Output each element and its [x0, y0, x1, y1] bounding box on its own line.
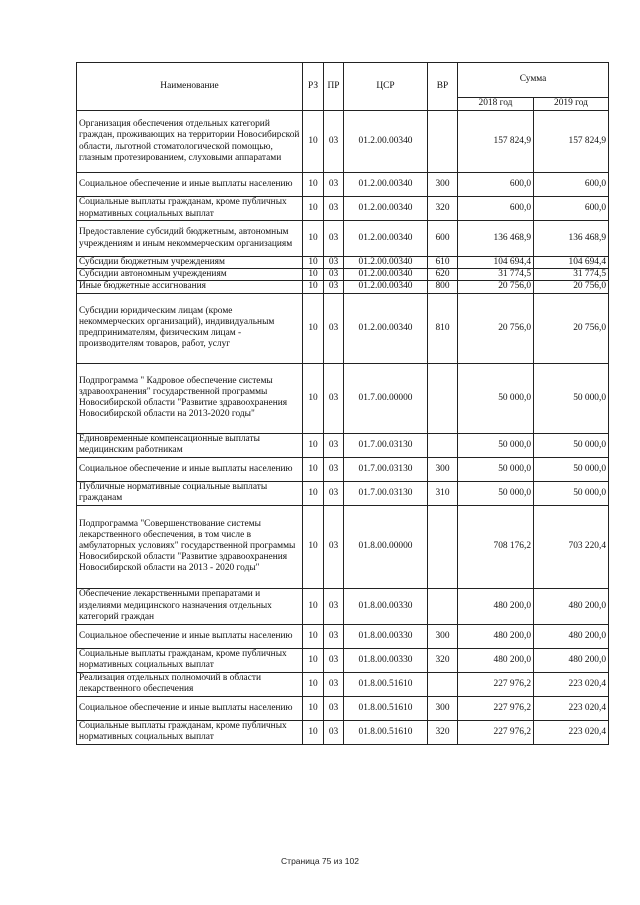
- table-row: [77, 672, 609, 696]
- page-footer: Страница 75 из 102: [281, 856, 359, 866]
- cell-sum-2018: 227 976,2: [458, 720, 534, 744]
- cell-pr: 03: [324, 648, 344, 672]
- cell-sum-2019: 480 200,0: [534, 624, 609, 648]
- table-row: [77, 481, 609, 505]
- table-row: [77, 257, 609, 269]
- cell-pr: 03: [324, 363, 344, 433]
- cell-vr: 300: [428, 457, 458, 481]
- col-header-sum: Сумма: [458, 63, 609, 98]
- col-header-2018: 2018 год: [458, 98, 534, 111]
- cell-name: Предоставление субсидий бюджетным, автономным учреждениям и иным некоммерческим организациям: [77, 221, 303, 257]
- table-row: [77, 281, 609, 293]
- cell-pr: 03: [324, 696, 344, 720]
- col-header-2019: 2019 год: [534, 98, 609, 111]
- cell-sum-2018: 20 756,0: [458, 293, 534, 363]
- table-row: [77, 720, 609, 744]
- cell-sum-2018: 104 694,4: [458, 257, 534, 269]
- cell-vr: 300: [428, 624, 458, 648]
- cell-rz: 10: [303, 111, 324, 173]
- cell-pr: 03: [324, 293, 344, 363]
- cell-rz: 10: [303, 720, 324, 744]
- cell-rz: 10: [303, 293, 324, 363]
- cell-name: Субсидии юридическим лицам (кроме некоммерческих организаций), индивидуальным предпринимателям, физическим лицам - производителям товаров, работ, услуг: [77, 293, 303, 363]
- cell-sum-2019: 50 000,0: [534, 481, 609, 505]
- cell-name: Социальное обеспечение и иные выплаты населению: [77, 624, 303, 648]
- cell-vr: 320: [428, 720, 458, 744]
- cell-sum-2019: 157 824,9: [534, 111, 609, 173]
- table-row: [77, 173, 609, 197]
- cell-rz: 10: [303, 672, 324, 696]
- cell-pr: 03: [324, 720, 344, 744]
- cell-csr: 01.8.00.51610: [344, 720, 428, 744]
- cell-vr: 810: [428, 293, 458, 363]
- table-row: [77, 111, 609, 173]
- table-row: [77, 197, 609, 221]
- cell-pr: 03: [324, 221, 344, 257]
- cell-pr: 03: [324, 111, 344, 173]
- cell-sum-2018: 50 000,0: [458, 433, 534, 457]
- cell-name: Социальное обеспечение и иные выплаты населению: [77, 173, 303, 197]
- cell-pr: 03: [324, 672, 344, 696]
- cell-name: Публичные нормативные социальные выплаты гражданам: [77, 481, 303, 505]
- cell-name: Социальные выплаты гражданам, кроме публичных нормативных социальных выплат: [77, 720, 303, 744]
- table-row: [77, 363, 609, 433]
- cell-vr: [428, 433, 458, 457]
- cell-rz: 10: [303, 197, 324, 221]
- cell-name: Субсидии бюджетным учреждениям: [77, 257, 303, 269]
- cell-vr: [428, 363, 458, 433]
- cell-vr: [428, 588, 458, 624]
- cell-csr: 01.8.00.00330: [344, 588, 428, 624]
- cell-name: Подпрограмма " Кадровое обеспечение системы здравоохранения" государственной программы Новосибирской области "Развитие здравоохранения Новосибирской области на 2013-2020 годы": [77, 363, 303, 433]
- cell-pr: 03: [324, 624, 344, 648]
- table-row: [77, 505, 609, 588]
- cell-vr: 320: [428, 197, 458, 221]
- cell-rz: 10: [303, 696, 324, 720]
- cell-pr: 03: [324, 281, 344, 293]
- cell-pr: 03: [324, 588, 344, 624]
- cell-csr: 01.7.00.03130: [344, 433, 428, 457]
- cell-rz: 10: [303, 624, 324, 648]
- cell-pr: 03: [324, 505, 344, 588]
- cell-sum-2018: 50 000,0: [458, 457, 534, 481]
- cell-csr: 01.2.00.00340: [344, 293, 428, 363]
- cell-sum-2019: 104 694,4: [534, 257, 609, 269]
- cell-name: Реализация отдельных полномочий в области лекарственного обеспечения: [77, 672, 303, 696]
- cell-csr: 01.7.00.03130: [344, 457, 428, 481]
- cell-rz: 10: [303, 269, 324, 281]
- cell-vr: [428, 672, 458, 696]
- cell-name: Субсидии автономным учреждениям: [77, 269, 303, 281]
- cell-name: Подпрограмма "Совершенствование системы лекарственного обеспечения, в том числе в амбулаторных условиях" государственной программы Новосибирской области "Развитие здравоохранения Новосибирской области на 2013 - 2020 годы": [77, 505, 303, 588]
- cell-sum-2019: 50 000,0: [534, 363, 609, 433]
- cell-sum-2019: 20 756,0: [534, 293, 609, 363]
- cell-sum-2018: 480 200,0: [458, 624, 534, 648]
- cell-pr: 03: [324, 457, 344, 481]
- cell-csr: 01.2.00.00340: [344, 111, 428, 173]
- cell-vr: 300: [428, 696, 458, 720]
- cell-sum-2018: 31 774,5: [458, 269, 534, 281]
- cell-name: Единовременные компенсационные выплаты медицинским работникам: [77, 433, 303, 457]
- cell-rz: 10: [303, 588, 324, 624]
- cell-csr: 01.8.00.00000: [344, 505, 428, 588]
- col-header-name: Наименование: [77, 63, 303, 111]
- cell-sum-2019: 50 000,0: [534, 433, 609, 457]
- cell-sum-2019: 223 020,4: [534, 720, 609, 744]
- cell-pr: 03: [324, 173, 344, 197]
- col-header-pr: ПР: [324, 63, 344, 111]
- cell-sum-2019: 136 468,9: [534, 221, 609, 257]
- cell-csr: 01.2.00.00340: [344, 197, 428, 221]
- table-row: [77, 221, 609, 257]
- table-row: [77, 269, 609, 281]
- cell-vr: [428, 505, 458, 588]
- budget-table: [76, 62, 609, 745]
- cell-sum-2019: 600,0: [534, 173, 609, 197]
- cell-vr: 320: [428, 648, 458, 672]
- cell-csr: 01.2.00.00340: [344, 281, 428, 293]
- cell-sum-2018: 50 000,0: [458, 481, 534, 505]
- cell-name: Обеспечение лекарственными препаратами и изделиями медицинского назначения отдельных категорий граждан: [77, 588, 303, 624]
- cell-rz: 10: [303, 648, 324, 672]
- budget-table-container: [76, 62, 608, 745]
- cell-csr: 01.2.00.00340: [344, 173, 428, 197]
- table-row: [77, 433, 609, 457]
- table-row: [77, 457, 609, 481]
- cell-rz: 10: [303, 505, 324, 588]
- col-header-vr: ВР: [428, 63, 458, 111]
- cell-sum-2018: 227 976,2: [458, 672, 534, 696]
- cell-name: Социальное обеспечение и иные выплаты населению: [77, 696, 303, 720]
- cell-vr: 310: [428, 481, 458, 505]
- cell-name: Социальные выплаты гражданам, кроме публичных нормативных социальных выплат: [77, 648, 303, 672]
- cell-sum-2019: 703 220,4: [534, 505, 609, 588]
- cell-csr: 01.8.00.00330: [344, 624, 428, 648]
- cell-pr: 03: [324, 197, 344, 221]
- cell-vr: 620: [428, 269, 458, 281]
- cell-pr: 03: [324, 269, 344, 281]
- cell-sum-2018: 227 976,2: [458, 696, 534, 720]
- cell-rz: 10: [303, 173, 324, 197]
- cell-sum-2019: 31 774,5: [534, 269, 609, 281]
- cell-csr: 01.2.00.00340: [344, 221, 428, 257]
- cell-sum-2018: 480 200,0: [458, 648, 534, 672]
- cell-vr: [428, 111, 458, 173]
- cell-csr: 01.8.00.51610: [344, 696, 428, 720]
- cell-vr: 610: [428, 257, 458, 269]
- cell-csr: 01.8.00.51610: [344, 672, 428, 696]
- table-row: [77, 696, 609, 720]
- cell-sum-2019: 50 000,0: [534, 457, 609, 481]
- cell-csr: 01.2.00.00340: [344, 257, 428, 269]
- cell-csr: 01.2.00.00340: [344, 269, 428, 281]
- cell-sum-2018: 600,0: [458, 173, 534, 197]
- cell-rz: 10: [303, 363, 324, 433]
- cell-sum-2018: 136 468,9: [458, 221, 534, 257]
- cell-sum-2018: 157 824,9: [458, 111, 534, 173]
- table-row: [77, 588, 609, 624]
- cell-pr: 03: [324, 433, 344, 457]
- cell-name: Социальное обеспечение и иные выплаты населению: [77, 457, 303, 481]
- table-row: [77, 624, 609, 648]
- cell-name: Организация обеспечения отдельных категорий граждан, проживающих на территории Новосибирской области, льготной стоматологической помощью, глазным протезированием, слуховыми аппаратами: [77, 111, 303, 173]
- cell-sum-2019: 20 756,0: [534, 281, 609, 293]
- cell-name: Иные бюджетные ассигнования: [77, 281, 303, 293]
- cell-rz: 10: [303, 281, 324, 293]
- cell-pr: 03: [324, 481, 344, 505]
- cell-vr: 300: [428, 173, 458, 197]
- table-row: [77, 293, 609, 363]
- cell-vr: 600: [428, 221, 458, 257]
- table-row: [77, 648, 609, 672]
- cell-sum-2018: 50 000,0: [458, 363, 534, 433]
- cell-rz: 10: [303, 221, 324, 257]
- cell-rz: 10: [303, 433, 324, 457]
- cell-rz: 10: [303, 457, 324, 481]
- cell-rz: 10: [303, 481, 324, 505]
- cell-sum-2018: 20 756,0: [458, 281, 534, 293]
- cell-sum-2018: 480 200,0: [458, 588, 534, 624]
- cell-vr: 800: [428, 281, 458, 293]
- cell-sum-2018: 600,0: [458, 197, 534, 221]
- cell-rz: 10: [303, 257, 324, 269]
- cell-sum-2019: 600,0: [534, 197, 609, 221]
- cell-pr: 03: [324, 257, 344, 269]
- cell-name: Социальные выплаты гражданам, кроме публичных нормативных социальных выплат: [77, 197, 303, 221]
- cell-csr: 01.8.00.00330: [344, 648, 428, 672]
- col-header-rz: РЗ: [303, 63, 324, 111]
- cell-csr: 01.7.00.03130: [344, 481, 428, 505]
- cell-sum-2019: 480 200,0: [534, 588, 609, 624]
- cell-sum-2018: 708 176,2: [458, 505, 534, 588]
- col-header-csr: ЦСР: [344, 63, 428, 111]
- cell-sum-2019: 223 020,4: [534, 672, 609, 696]
- cell-sum-2019: 480 200,0: [534, 648, 609, 672]
- cell-csr: 01.7.00.00000: [344, 363, 428, 433]
- cell-sum-2019: 223 020,4: [534, 696, 609, 720]
